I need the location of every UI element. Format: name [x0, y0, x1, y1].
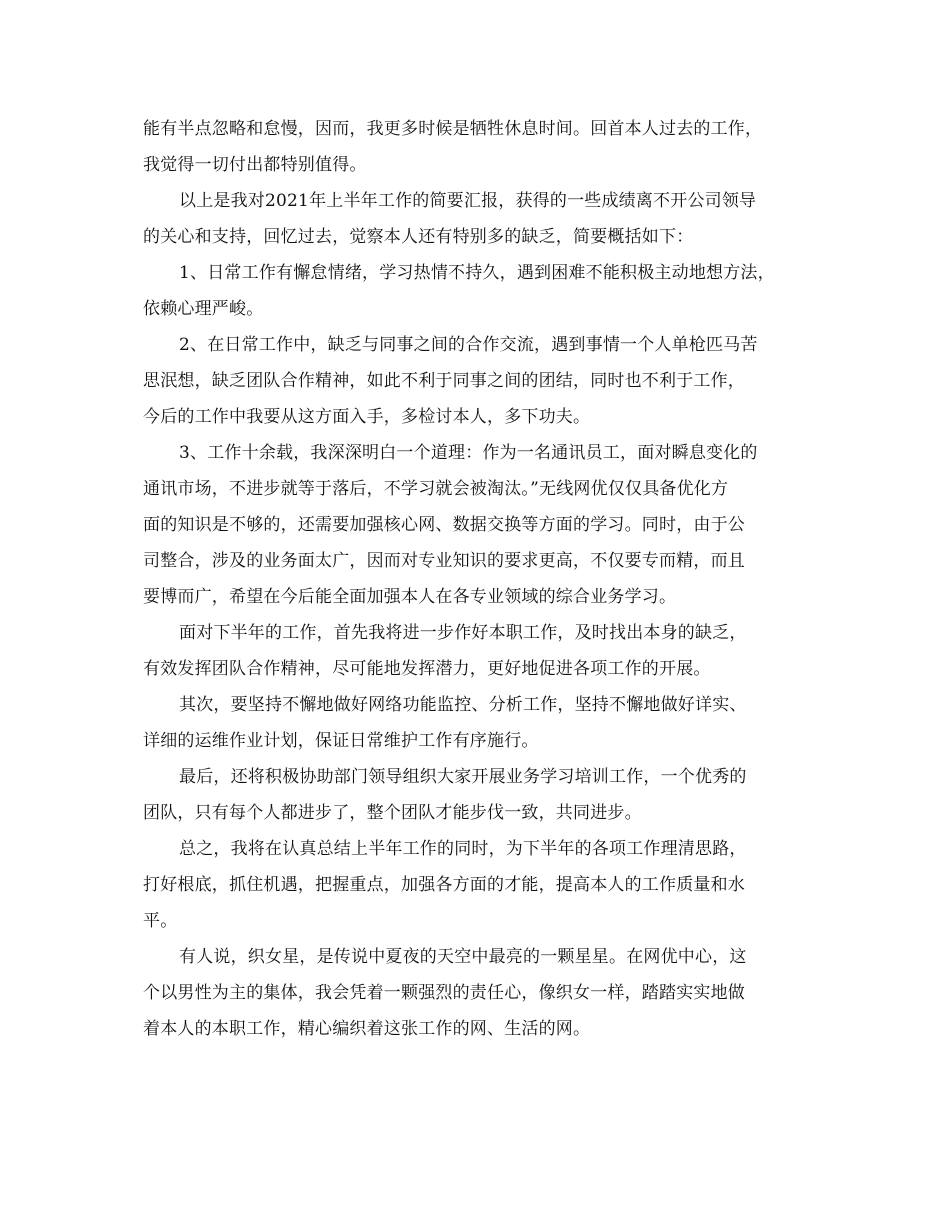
- paragraph-start-line: 以上是我对2021年上半年工作的简要汇报，获得的一些成绩离不开公司领导: [179, 191, 757, 211]
- text-line: 依赖心理严峻。: [143, 299, 264, 319]
- text-line: 团队，只有每个人都进步了，整个团队才能步伐一致，共同进步。: [143, 803, 642, 823]
- text-line: 打好根底，抓住机遇，把握重点，加强各方面的才能，提高本人的工作质量和水: [143, 875, 745, 895]
- text-line: 我觉得一切付出都特别值得。: [143, 155, 367, 175]
- text-line: 要博而广，希望在今后能全面加强本人在各专业领域的综合业务学习。: [143, 587, 677, 607]
- text-line: 有效发挥团队合作精神，尽可能地发挥潜力，更好地促进各项工作的开展。: [143, 659, 711, 679]
- paragraph-start-line: 2、在日常工作中，缺乏与同事之间的合作交流，遇到事情一个人单枪匹马苦: [179, 335, 758, 355]
- document-body: [143, 111, 823, 1047]
- text-line: 个以男性为主的集体，我会凭着一颗强烈的责任心，像织女一样，踏踏实实地做: [143, 983, 745, 1003]
- text-line: 司整合，涉及的业务面太广，因而对专业知识的要求更高，不仅要专而精，而且: [143, 551, 745, 571]
- paragraph-start-line: 1、日常工作有懈怠情绪，学习热情不持久，遇到困难不能积极主动地想方法，: [179, 263, 775, 283]
- text-line: 平。: [143, 911, 178, 931]
- text-line: 思泯想，缺乏团队合作精神，如此不利于同事之间的团结，同时也不利于工作，: [143, 371, 745, 391]
- paragraph-start-line: 3、工作十余载，我深深明白一个道理：作为一名通讯员工，面对瞬息变化的: [179, 443, 758, 463]
- text-line: 能有半点忽略和怠慢，因而，我更多时候是牺牲休息时间。回首本人过去的工作，: [143, 119, 763, 139]
- paragraph-start-line: 面对下半年的工作，首先我将进一步作好本职工作，及时找出本身的缺乏，: [179, 623, 747, 643]
- text-line: 通讯市场，不进步就等于落后，不学习就会被淘汰。”无线网优仅仅具备优化方: [143, 479, 729, 499]
- text-line: 的关心和支持，回忆过去，觉察本人还有特别多的缺乏，简要概括如下：: [143, 227, 694, 247]
- text-line: 今后的工作中我要从这方面入手，多检讨本人，多下功夫。: [143, 407, 591, 427]
- paragraph-start-line: 总之，我将在认真总结上半年工作的同时，为下半年的各项工作理清思路，: [179, 839, 747, 859]
- text-line: 着本人的本职工作，精心编织着这张工作的网、生活的网。: [143, 1019, 591, 1039]
- paragraph-start-line: 其次，要坚持不懈地做好网络功能监控、分析工作，坚持不懈地做好详实、: [179, 695, 747, 715]
- paragraph-start-line: 有人说，织女星，是传说中夏夜的天空中最亮的一颗星星。在网优中心，这: [179, 947, 747, 967]
- text-line: 详细的运维作业计划，保证日常维护工作有序施行。: [143, 731, 539, 751]
- text-line: 面的知识是不够的，还需要加强核心网、数据交换等方面的学习。同时，由于公: [143, 515, 745, 535]
- paragraph-start-line: 最后，还将积极协助部门领导组织大家开展业务学习培训工作，一个优秀的: [179, 767, 747, 787]
